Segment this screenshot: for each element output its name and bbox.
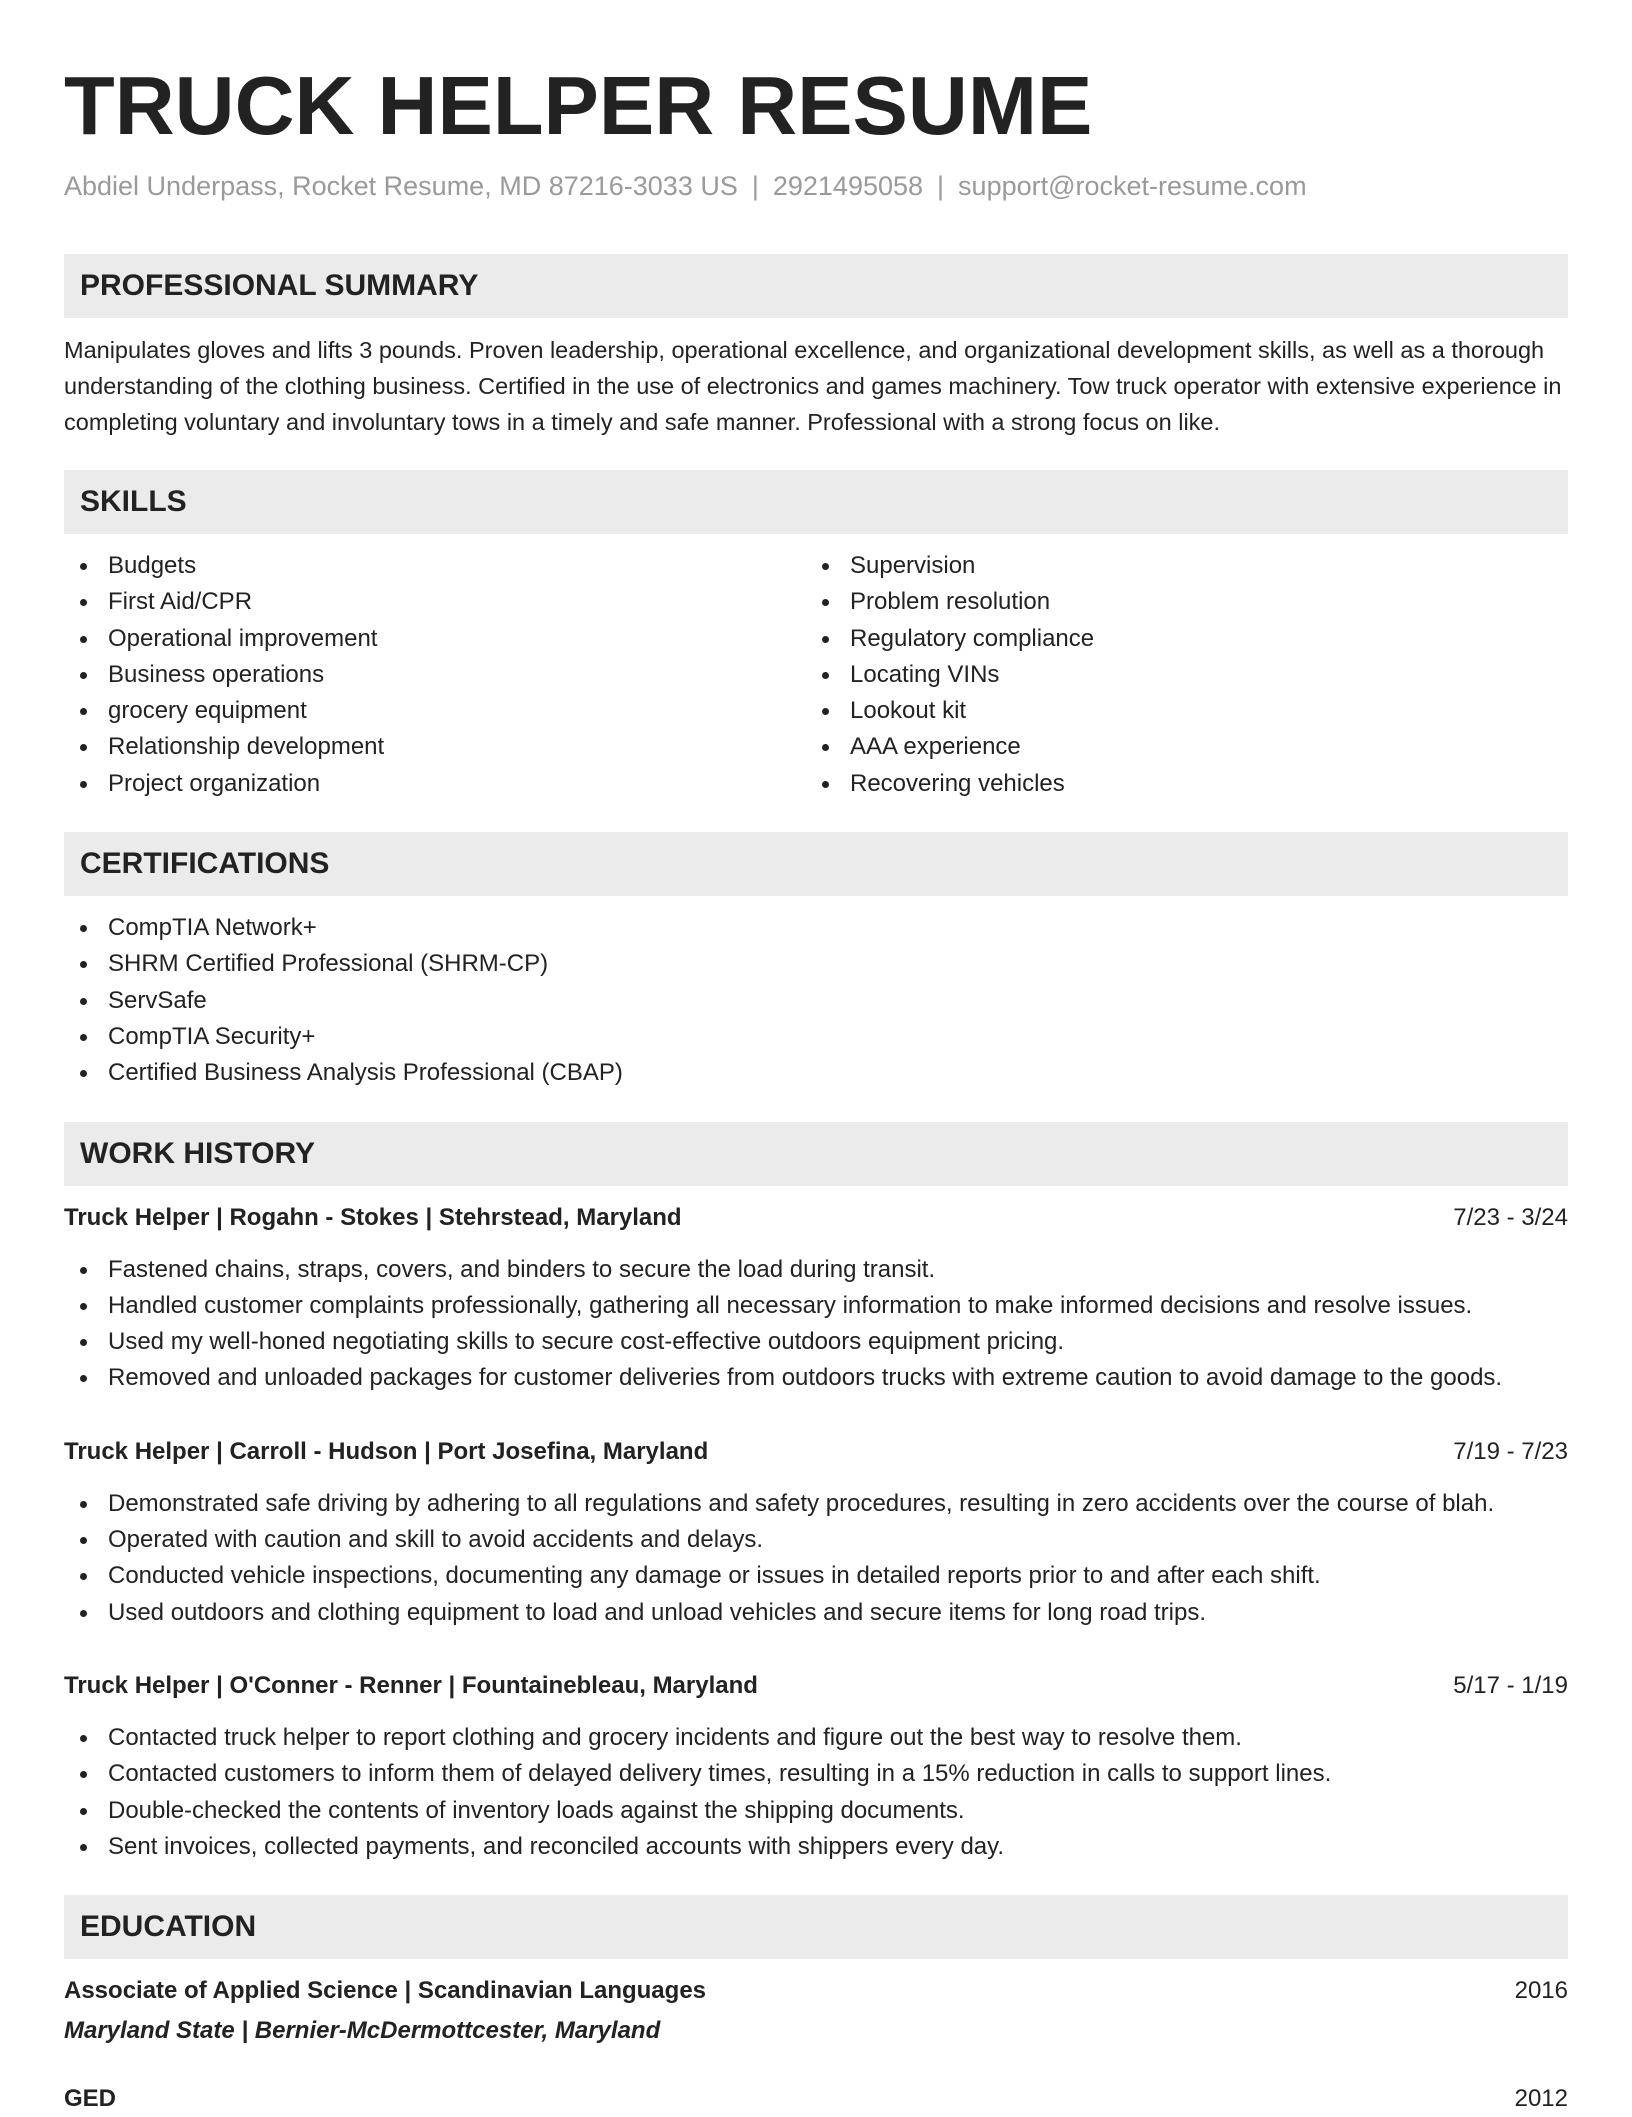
- skills-column-right: [806, 548, 1568, 802]
- skill-item: Supervision: [806, 548, 1568, 584]
- education-entry: [64, 1973, 1568, 2049]
- skill-item: Lookout kit: [806, 693, 1568, 729]
- contact-email: support@rocket-resume.com: [958, 171, 1307, 201]
- job-duty-item: Used outdoors and clothing equipment to load and unload vehicles and secure items for long road trips.: [64, 1595, 1568, 1631]
- skills-heading: SKILLS: [64, 470, 1568, 534]
- job-duty-item: Contacted truck helper to report clothing and grocery incidents and figure out the best way to resolve them.: [64, 1720, 1568, 1756]
- job-dates: 7/23 - 3/24: [1453, 1203, 1568, 1231]
- skill-item: First Aid/CPR: [64, 584, 806, 620]
- skill-item: Recovering vehicles: [806, 766, 1568, 802]
- skill-item: Budgets: [64, 548, 806, 584]
- skill-item: Business operations: [64, 657, 806, 693]
- job-duty-item: Used my well-honed negotiating skills to secure cost-effective outdoors equipment pricing.: [64, 1324, 1568, 1360]
- job-entry: [64, 1668, 1568, 1865]
- job-header: [64, 1200, 1568, 1236]
- certifications-list: [64, 910, 1568, 1091]
- education-year: 2016: [1514, 1977, 1568, 2005]
- education-header: [64, 1973, 1568, 2009]
- job-header: [64, 1434, 1568, 1470]
- skill-item: Locating VINs: [806, 657, 1568, 693]
- job-entry: [64, 1434, 1568, 1631]
- certification-item: Certified Business Analysis Professional (CBAP): [64, 1055, 1568, 1091]
- certification-item: CompTIA Security+: [64, 1019, 1568, 1055]
- contact-address: Abdiel Underpass, Rocket Resume, MD 87216-3033 US: [64, 171, 738, 201]
- job-duties: [64, 1486, 1568, 1631]
- job-duty-item: Demonstrated safe driving by adhering to all regulations and safety procedures, resulting in zero accidents over the course of blah.: [64, 1486, 1568, 1522]
- skill-item: Relationship development: [64, 729, 806, 765]
- job-duty-item: Contacted customers to inform them of delayed delivery times, resulting in a 15% reduction in calls to support lines.: [64, 1756, 1568, 1792]
- job-header: [64, 1668, 1568, 1704]
- skills-list: [64, 548, 1568, 802]
- education-heading: EDUCATION: [64, 1895, 1568, 1959]
- job-title: Truck Helper | Carroll - Hudson | Port Josefina, Maryland: [64, 1437, 709, 1465]
- job-dates: 5/17 - 1/19: [1453, 1671, 1568, 1699]
- skill-item: Operational improvement: [64, 621, 806, 657]
- resume-title: TRUCK HELPER RESUME: [64, 59, 1093, 152]
- education-year: 2012: [1514, 2085, 1568, 2113]
- contact-line: [64, 168, 1568, 204]
- skill-item: grocery equipment: [64, 693, 806, 729]
- job-title: Truck Helper | Rogahn - Stokes | Stehrstead, Maryland: [64, 1203, 682, 1231]
- job-duty-item: Handled customer complaints professionally, gathering all necessary information to make informed decisions and resolve issues.: [64, 1288, 1568, 1324]
- skill-item: Project organization: [64, 766, 806, 802]
- certifications-heading: CERTIFICATIONS: [64, 832, 1568, 896]
- education-degree: Associate of Applied Science | Scandinavian Languages: [64, 1977, 707, 2005]
- contact-separator: |: [751, 171, 759, 201]
- job-duty-item: Conducted vehicle inspections, documenting any damage or issues in detailed reports prior to and after each shift.: [64, 1558, 1568, 1594]
- summary-text: Manipulates gloves and lifts 3 pounds. Proven leadership, operational excellence, and organizational development skills, as well as a thorough understanding of the clothing business. Certified in the use of electronics and games machinery. Tow truck operator with extensive experience in completing voluntary and involuntary tows in a timely and safe manner. Professional with a strong focus on like.: [64, 337, 1562, 435]
- certification-item: ServSafe: [64, 983, 1568, 1019]
- job-duty-item: Removed and unloaded packages for customer deliveries from outdoors trucks with extreme caution to avoid damage to the goods.: [64, 1360, 1568, 1396]
- education-school: Maryland State | Bernier-McDermottcester, Maryland: [64, 2017, 661, 2045]
- job-duty-item: Sent invoices, collected payments, and reconciled accounts with shippers every day.: [64, 1829, 1568, 1865]
- skill-item: Problem resolution: [806, 584, 1568, 620]
- skills-column-left: [64, 548, 806, 802]
- job-duty-item: Fastened chains, straps, covers, and binders to secure the load during transit.: [64, 1252, 1568, 1288]
- summary-heading: PROFESSIONAL SUMMARY: [64, 254, 1568, 318]
- certification-item: CompTIA Network+: [64, 910, 1568, 946]
- job-duties: [64, 1252, 1568, 1397]
- job-title: Truck Helper | O'Conner - Renner | Fountainebleau, Maryland: [64, 1671, 758, 1699]
- work-history-heading: WORK HISTORY: [64, 1122, 1568, 1186]
- job-duty-item: Double-checked the contents of inventory loads against the shipping documents.: [64, 1793, 1568, 1829]
- skill-item: Regulatory compliance: [806, 621, 1568, 657]
- contact-separator: |: [937, 171, 945, 201]
- job-duty-item: Operated with caution and skill to avoid accidents and delays.: [64, 1522, 1568, 1558]
- job-duties: [64, 1720, 1568, 1865]
- education-degree: GED: [64, 2085, 117, 2113]
- job-dates: 7/19 - 7/23: [1453, 1437, 1568, 1465]
- contact-phone: 2921495058: [772, 171, 924, 201]
- job-entry: [64, 1200, 1568, 1397]
- skill-item: AAA experience: [806, 729, 1568, 765]
- certification-item: SHRM Certified Professional (SHRM-CP): [64, 946, 1568, 982]
